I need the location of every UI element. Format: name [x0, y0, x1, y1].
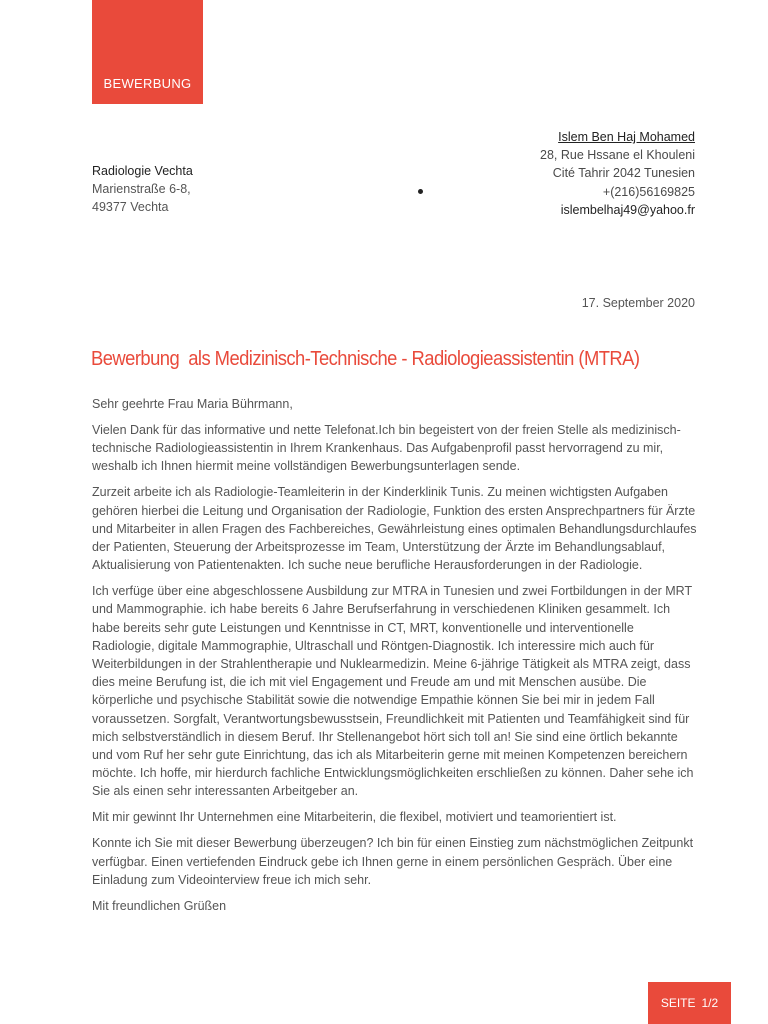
recipient-street: Marienstraße 6-8,	[92, 182, 191, 197]
page-label: SEITE	[660, 996, 696, 1010]
bullet-dot	[418, 189, 423, 194]
header-tag-label: BEWERBUNG	[103, 76, 192, 91]
letter-paragraph: Ich verfüge über eine abgeschlossene Ausbildung zur MTRA in Tunesien und zwei Fortbildungen in der MRT und Mammographie. ich habe bereits 6 Jahre Berufserfahrung in verschiedenen Kliniken gesammelt. Ich habe bereits sehr gute Leistungen und Kenntnisse in CT, MRT, konventionelle und interventionelle Radiologie, digitale Mammographie, Ultraschall und Röntgen-Diagnostik. Ich interessire mich auch für Weiterbildungen in der Strahlentherapie und Nuklearmedizin. Meine 6-jährige Tätigkeit als MTRA zeigt, dass dies meine Berufung ist, die ich mit viel Engagement und Freude am und mit Menschen ausübe. Die körperliche und psychische Stabilität sowie die notwendige Empathie können Sie bei mir in jedem Fall voraussetzen. Sorgfalt, Verantwortungsbewusstsein, Freundlichkeit mit Patienten und Teamfähigkeit sind für mich selbstverständlich in diesem Beruf. Ihr Stellenangebot hört sich toll an! Sie sind eine örtlich bekannte und vom Ruf her sehr gute Einrichtung, das ich als Mitarbeiterin gerne mit meinen Kompetenzen bereichern möchte. Ich hoffe, mir hierdurch fachliche Entwicklungsmöglichkeiten erschließen zu können. Daher sehe ich Sie als einen sehr interessanten Arbeitgeber an.	[92, 584, 694, 799]
sender-name: Islem Ben Haj Mohamed	[558, 130, 695, 144]
letter-date: 17. September 2020	[581, 296, 695, 310]
letter-paragraph: Konnte ich Sie mit dieser Bewerbung überzeugen? Ich bin für einen Einstieg zum nächstmöglichen Zeitpunkt verfügbar. Einen vertiefenden Eindruck gebe ich Ihnen gerne in einem persönlichen Gespräch. Über eine Einladung zum Videointerview freue ich mich sehr.	[92, 836, 694, 887]
letter-paragraph: Vielen Dank für das informative und nette Telefonat.Ich bin begeistert von der freien Stelle als medizinisch-technische Radiologieassistentin in Ihrem Krankenhaus. Das Aufgabenprofil passt hervorragend zu mir, weshalb ich Ihnen hiermit meine vollständigen Bewerbungsunterlagen sende.	[92, 423, 681, 474]
recipient-organization: Radiologie Vechta	[92, 164, 193, 178]
letter-salutation: Sehr geehrte Frau Maria Bührmann,	[92, 397, 293, 411]
sender-address-line2: Cité Tahrir 2042 Tunesien	[552, 166, 695, 181]
recipient-city: 49377 Vechta	[92, 200, 169, 215]
sender-block	[540, 128, 695, 219]
letter-paragraph: Mit mir gewinnt Ihr Unternehmen eine Mitarbeiterin, die flexibel, motiviert und teamorientiert ist.	[92, 810, 617, 825]
letter-closing: Mit freundlichen Grüßen	[92, 898, 227, 913]
recipient-block	[92, 162, 193, 217]
letter-subject: Bewerbung als Medizinisch-Technische - Radiologieassistentin (MTRA)	[91, 348, 640, 370]
sender-address-line1: 28, Rue Hssane el Khouleni	[540, 148, 695, 163]
letter-body	[92, 395, 698, 923]
header-tag-box	[92, 0, 203, 104]
letter-paragraph: Zurzeit arbeite ich als Radiologie-Teamleiterin in der Kinderklinik Tunis. Zu meinen wichtigsten Aufgaben gehören hierbei die Leitung und Organisation der Radiologie, Funktion des ersten Ansprechpartners für Ärzte und Mitarbeiter in allen Fragen des Fachbereiches, Gewährleistung eines optimalen Behandlungsdurchlaufes der Patienten, Steuerung der Arbeitsprozesse im Team, Unterstützung der Ärzte im Behandlungsablauf, Aktualisierung von Patientenakten. Ich suche neue berufliche Herausforderungen in der Radiologie.	[92, 485, 697, 573]
sender-email[interactable]: islembelhaj49@yahoo.fr	[560, 202, 695, 217]
page-number-badge	[648, 982, 731, 1024]
page-number: 1/2	[701, 996, 719, 1010]
sender-phone: +(216)56169825	[602, 184, 695, 199]
